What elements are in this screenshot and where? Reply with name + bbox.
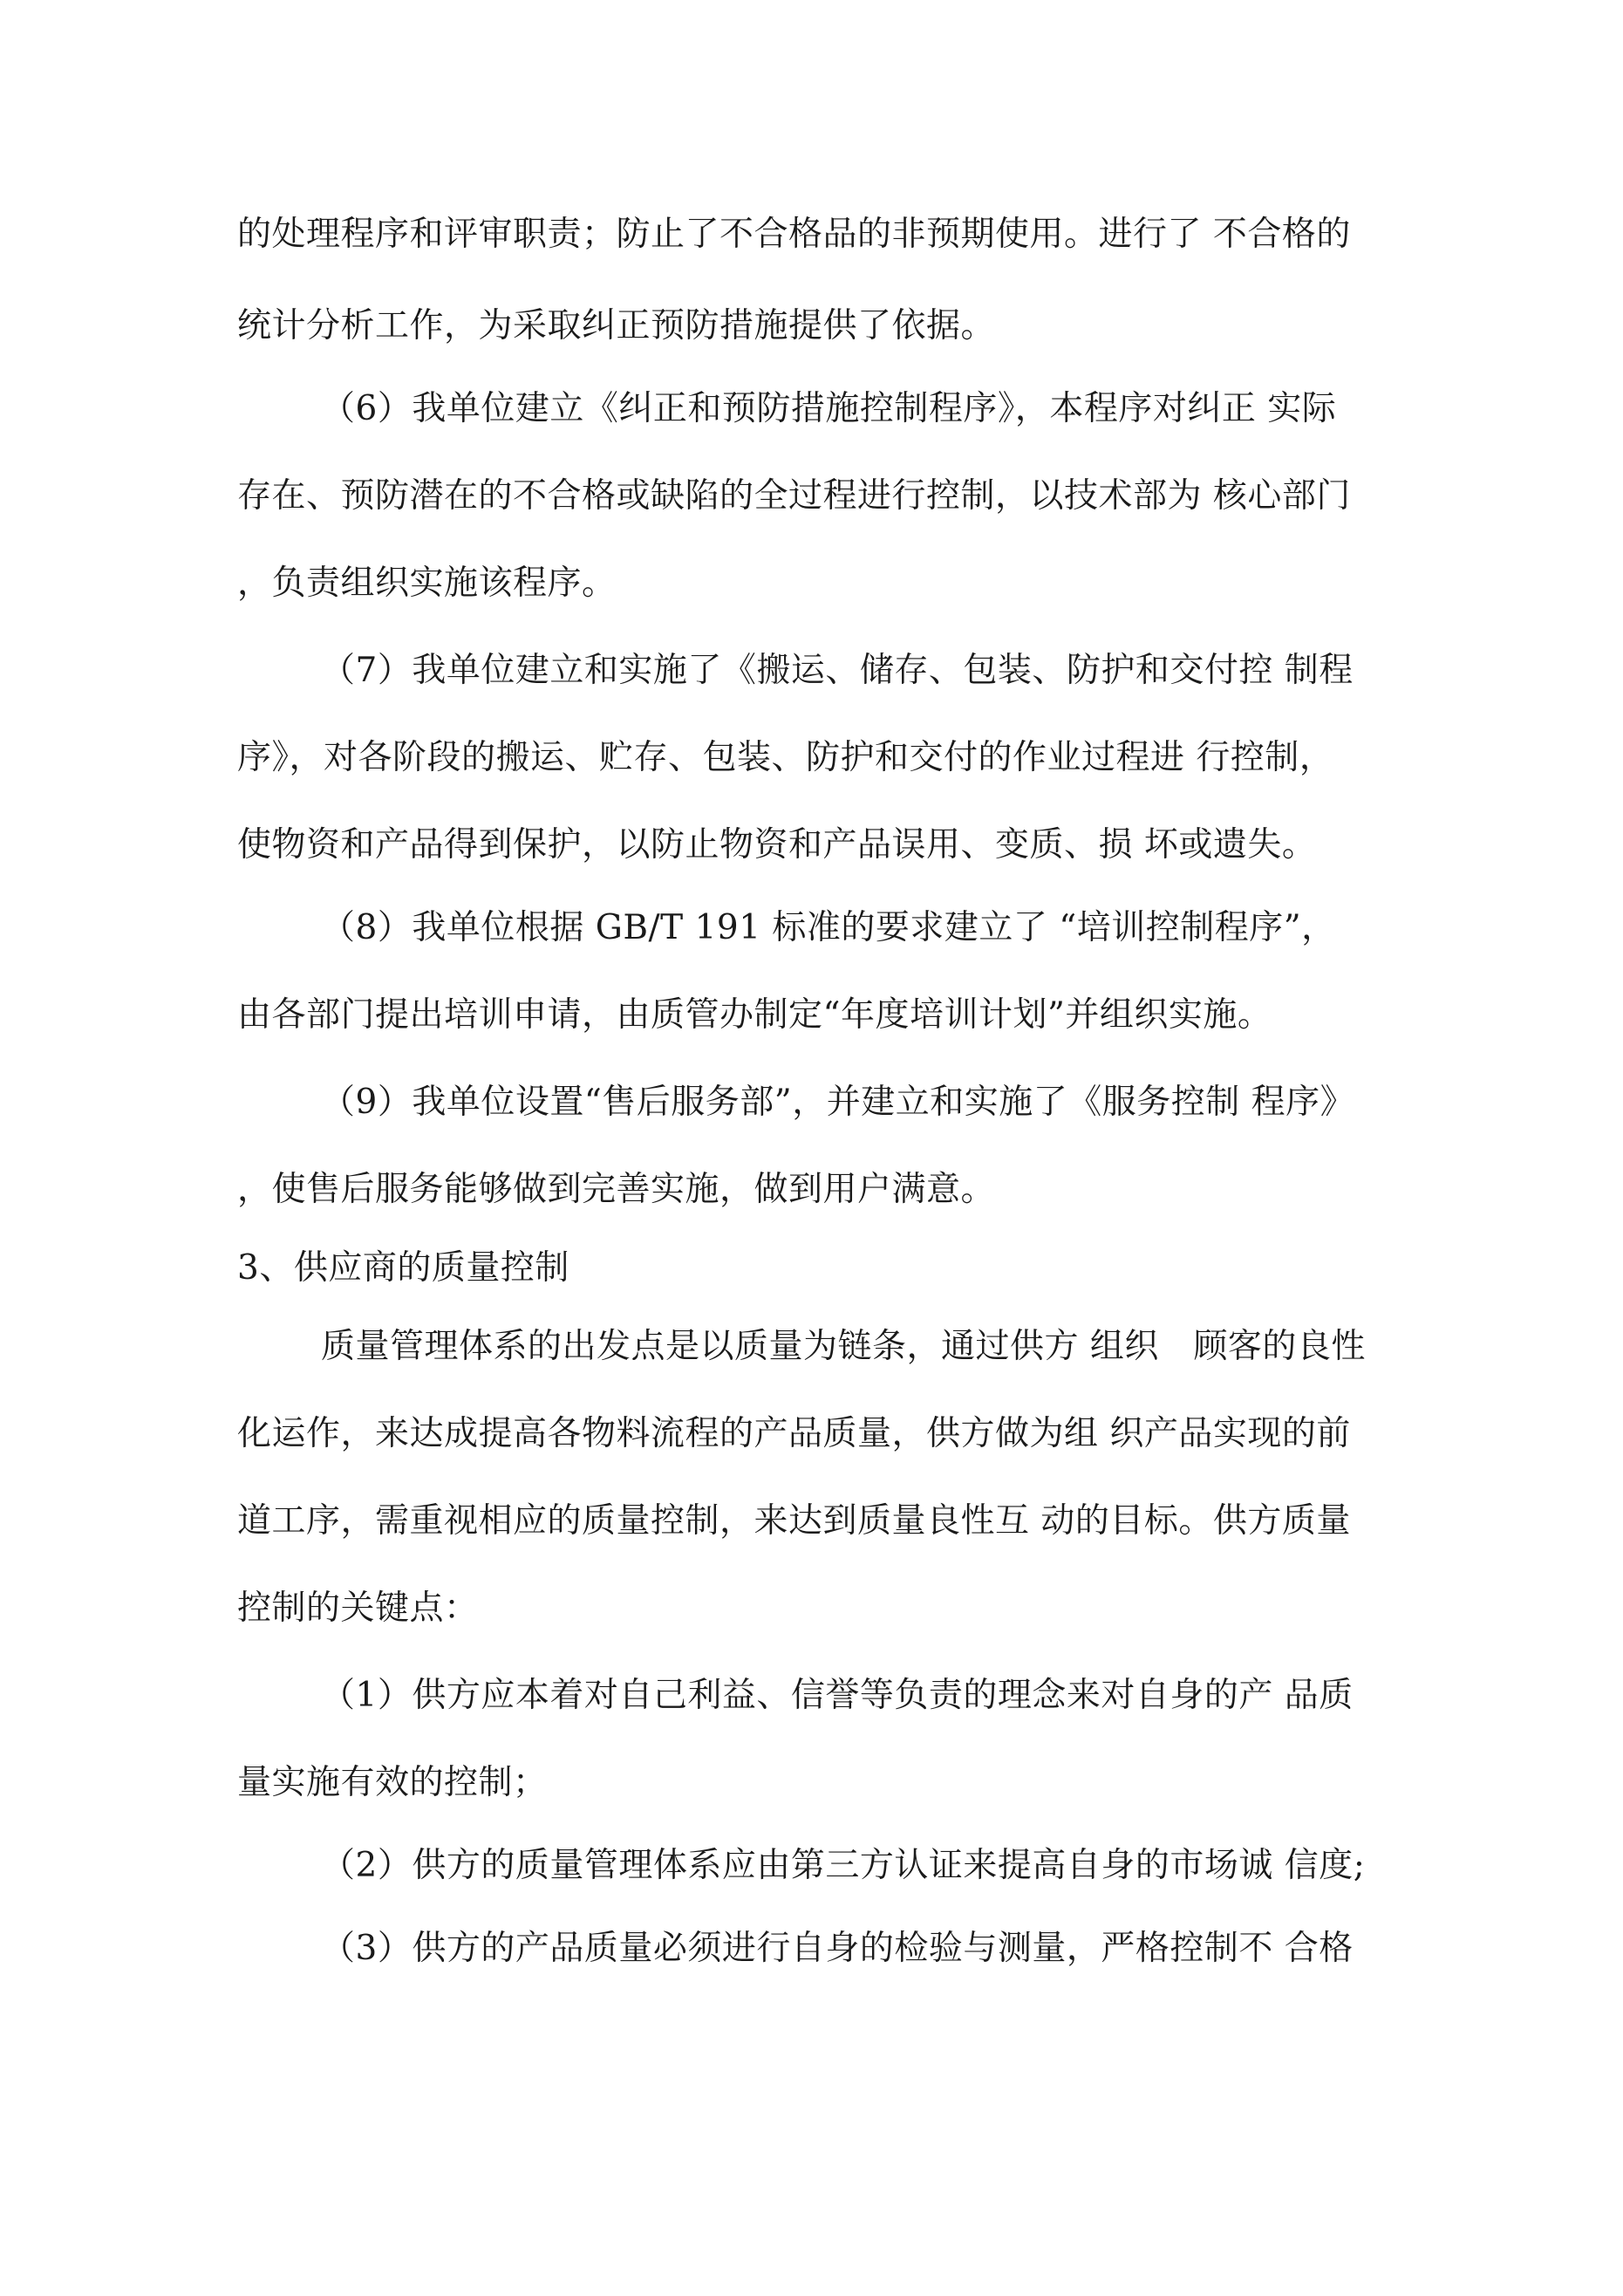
text-line-17: 控制的关键点： — [237, 1589, 479, 1628]
text-line-8: 使物资和产品得到保护，以防止物资和产品误用、变质、损 坏或遗失。 — [237, 825, 1317, 864]
text-line-4: 存在、预防潜在的不合格或缺陷的全过程进行控制，以技术部为 核心部门 — [237, 476, 1351, 516]
text-line-18: （1）供方应本着对自己利益、信誉等负责的理念来对自身的产 品质 — [321, 1676, 1354, 1715]
text-line-7: 序》，对各阶段的搬运、贮存、包装、防护和交付的作业过程进 行控制， — [237, 738, 1334, 777]
text-line-21: （3）供方的产品质量必须进行自身的检验与测量，严格控制不 合格 — [321, 1929, 1354, 1968]
text-line-20: （2）供方的质量管理体系应由第三方认证来提高自身的市场诚 信度; — [321, 1846, 1366, 1885]
text-line-11: （9）我单位设置“售后服务部”，并建立和实施了《服务控制 程序》 — [321, 1083, 1355, 1122]
section-heading: 3、供应商的质量控制 — [237, 1248, 569, 1288]
text-line-2: 统计分析工作，为采取纠正预防措施提供了依据。 — [237, 306, 996, 345]
text-line-1: 的处理程序和评审职责；防止了不合格品的非预期使用。进行了 不合格的 — [237, 215, 1351, 254]
text-line-12: ，使售后服务能够做到完善实施，做到用户满意。 — [237, 1170, 996, 1209]
text-line-6: （7）我单位建立和实施了《搬运、储存、包装、防护和交付控 制程 — [321, 651, 1354, 690]
text-line-9: （8）我单位根据 GB/T 191 标准的要求建立了 “培训控制程序”， — [321, 908, 1336, 947]
text-line-19: 量实施有效的控制； — [237, 1763, 548, 1802]
text-line-14: 质量管理体系的出发点是以质量为链条，通过供方 组织 顾客的良性 — [321, 1327, 1366, 1366]
text-line-15: 化运作，来达成提高各物料流程的产品质量，供方做为组 织产品实现的前 — [237, 1414, 1351, 1453]
text-line-3: （6）我单位建立《纠正和预防措施控制程序》，本程序对纠正 实际 — [321, 389, 1337, 428]
text-line-10: 由各部门提出培训申请，由质管办制定“年度培训计划”并组织实施。 — [237, 995, 1272, 1035]
text-line-16: 道工序，需重视相应的质量控制，来达到质量良性互 动的目标。供方质量 — [237, 1501, 1351, 1541]
text-line-5: ，负责组织实施该程序。 — [237, 564, 617, 603]
